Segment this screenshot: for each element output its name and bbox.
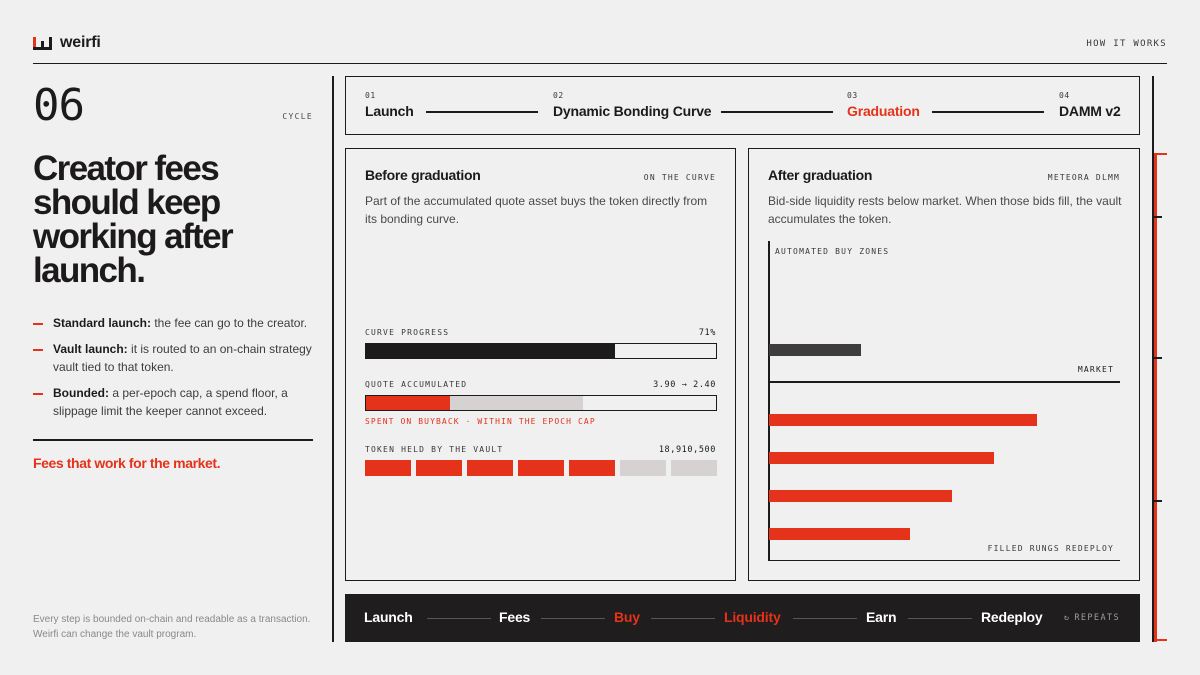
step-dynamic-bonding-curve[interactable]: 02 Dynamic Bonding Curve <box>553 91 712 119</box>
after-graduation-panel <box>748 148 1140 581</box>
repeat-icon: ↻ <box>1063 613 1071 623</box>
bid-rung-bar <box>769 452 994 464</box>
buy-zone-chart <box>768 241 1120 561</box>
bid-rung-bar <box>769 414 1037 426</box>
list-item-vault: Vault launch: it is routed to an on-chain strategy vault tied to that token. <box>33 340 313 376</box>
curve-progress-value: 71% <box>698 328 716 338</box>
quote-accumulated-bar <box>365 395 717 411</box>
rail-tick <box>1154 357 1162 359</box>
flow-connector <box>541 618 605 619</box>
token-block <box>467 460 513 476</box>
panel-description: Bid-side liquidity rests below market. When those bids fill, the vault accumulates the token. <box>768 194 1122 226</box>
flow-item-redeploy: Redeploy <box>981 609 1043 625</box>
flow-item-launch: Launch <box>364 609 413 625</box>
step-damm-v2[interactable]: 04 DAMM v2 <box>1059 91 1121 119</box>
bid-rung-bar <box>769 528 910 540</box>
panel-tag: ON THE CURVE <box>643 173 716 182</box>
weirfi-logo-icon <box>33 37 52 50</box>
curve-progress-label: CURVE PROGRESS <box>365 328 450 337</box>
how-it-works-link[interactable]: HOW IT WORKS <box>1086 39 1167 49</box>
flow-connector <box>908 618 972 619</box>
token-block <box>518 460 564 476</box>
dash-icon <box>33 349 43 351</box>
market-line <box>768 381 1120 383</box>
feature-list <box>33 314 313 428</box>
token-block <box>671 460 717 476</box>
step-connector <box>721 111 833 113</box>
repeats-indicator: ↻ REPEATS <box>1063 613 1120 623</box>
footnote: Every step is bounded on-chain and readable as a transaction. Weirfi can change the vault program. <box>33 614 311 640</box>
step-launch[interactable]: 01 Launch <box>365 91 414 119</box>
dash-icon <box>33 323 43 325</box>
token-held-blocks <box>365 460 717 476</box>
dash-icon <box>33 393 43 395</box>
brand-logo[interactable] <box>33 34 101 52</box>
bid-rung-bar <box>769 490 952 502</box>
flow-item-liquidity: Liquidity <box>724 609 781 625</box>
redeploy-label: FILLED RUNGS REDEPLOY <box>987 544 1114 553</box>
panel-tag: METEORA DLMM <box>1047 173 1120 182</box>
progress-rail <box>1154 154 1157 642</box>
phase-stepper <box>345 76 1140 135</box>
curve-progress-fill <box>366 344 615 358</box>
curve-progress-bar <box>365 343 717 359</box>
spent-note: SPENT ON BUYBACK · WITHIN THE EPOCH CAP <box>365 417 596 426</box>
rail-tick <box>1154 216 1162 218</box>
step-graduation[interactable]: 03 Graduation <box>847 91 920 119</box>
divider-vertical-left <box>332 76 334 642</box>
flow-connector <box>651 618 715 619</box>
panel-title: After graduation <box>768 167 873 183</box>
flow-connector <box>427 618 491 619</box>
left-column <box>33 76 313 646</box>
token-held-label: TOKEN HELD BY THE VAULT <box>365 445 504 454</box>
rail-tick <box>1154 500 1162 502</box>
page-headline: Creator fees should keep working after launch. <box>33 149 232 290</box>
before-graduation-panel <box>345 148 736 581</box>
market-label: MARKET <box>1077 365 1114 374</box>
buy-zones-label: AUTOMATED BUY ZONES <box>775 247 890 256</box>
quote-spent-fill <box>366 396 450 410</box>
chart-axis-x <box>768 560 1120 562</box>
list-item-bounded: Bounded: a per-epoch cap, a spend floor, a slippage limit the keeper cannot exceed. <box>33 384 313 420</box>
flow-item-earn: Earn <box>866 609 897 625</box>
token-block <box>365 460 411 476</box>
divider <box>33 439 313 441</box>
quote-accumulated-label: QUOTE ACCUMULATED <box>365 380 468 389</box>
flow-item-fees: Fees <box>499 609 531 625</box>
token-held-value: 18,910,500 <box>658 445 716 455</box>
cycle-flow-bar <box>345 594 1140 642</box>
step-cycle-label: CYCLE <box>282 112 313 121</box>
list-item-standard: Standard launch: the fee can go to the creator. <box>33 314 313 332</box>
token-block <box>620 460 666 476</box>
brand-name: weirfi <box>60 34 101 51</box>
token-block <box>569 460 615 476</box>
step-connector <box>426 111 538 113</box>
rail-tick-active <box>1154 639 1167 641</box>
token-block <box>416 460 462 476</box>
flow-item-buy: Buy <box>614 609 640 625</box>
upper-liquidity-bar <box>769 344 861 356</box>
step-connector <box>932 111 1044 113</box>
panel-description: Part of the accumulated quote asset buys the token directly from its bonding curve. <box>365 194 708 226</box>
chart-axis-y <box>768 241 770 561</box>
step-number: 06 <box>33 80 84 131</box>
rail-tick-active <box>1154 153 1167 155</box>
quote-accumulated-value: 3.90 → 2.40 <box>653 380 716 390</box>
panel-title: Before graduation <box>365 167 481 183</box>
header <box>33 28 1167 64</box>
tagline: Fees that work for the market. <box>33 455 221 471</box>
flow-connector <box>793 618 857 619</box>
